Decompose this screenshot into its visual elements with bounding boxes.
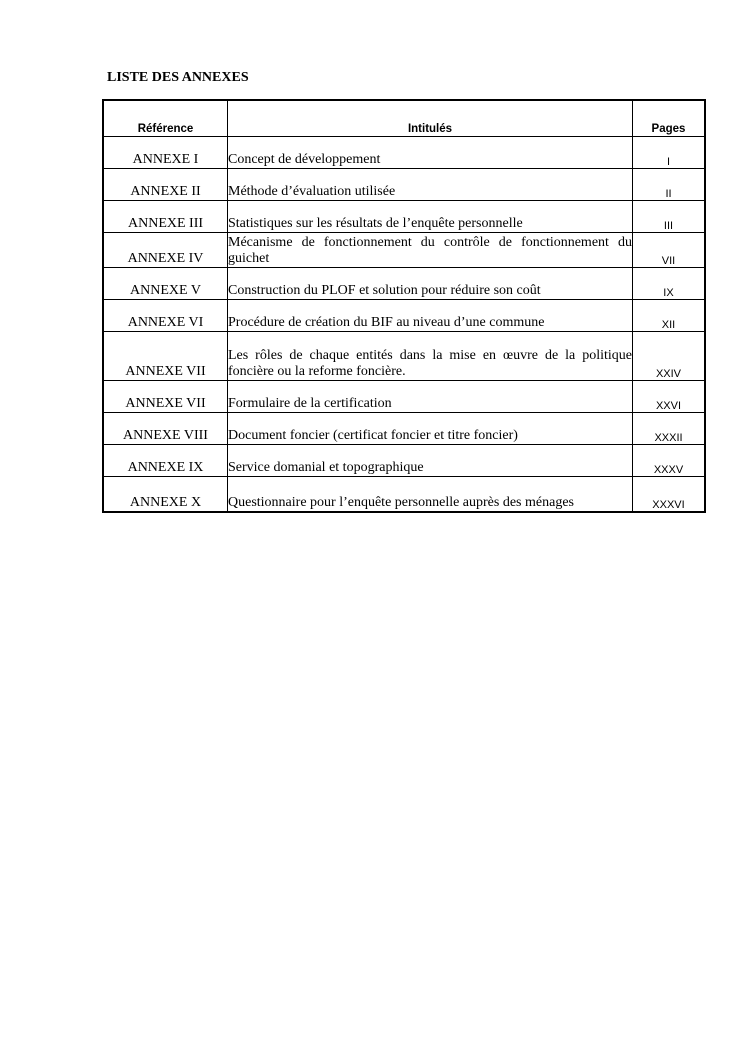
table-row xyxy=(103,201,705,233)
row-page: XII xyxy=(633,300,706,332)
row-reference: ANNEXE VII xyxy=(103,381,228,413)
table-row xyxy=(103,233,705,268)
table-header-row xyxy=(103,100,705,137)
row-title: Construction du PLOF et solution pour réduire son coût xyxy=(228,268,633,300)
row-page: XXXII xyxy=(633,413,706,445)
row-reference: ANNEXE III xyxy=(103,201,228,233)
row-title: Mécanisme de fonctionnement du contrôle de fonctionnement du guichet xyxy=(228,233,633,268)
header-intitules: Intitulés xyxy=(228,100,633,137)
table-row xyxy=(103,169,705,201)
table-row xyxy=(103,268,705,300)
row-page: VII xyxy=(633,233,706,268)
row-title: Formulaire de la certification xyxy=(228,381,633,413)
row-title: Document foncier (certificat foncier et titre foncier) xyxy=(228,413,633,445)
row-title: Service domanial et topographique xyxy=(228,445,633,477)
row-reference: ANNEXE I xyxy=(103,137,228,169)
row-page: XXVI xyxy=(633,381,706,413)
table-row xyxy=(103,137,705,169)
table-row xyxy=(103,300,705,332)
row-title: Questionnaire pour l’enquête personnelle auprès des ménages xyxy=(228,477,633,513)
header-reference: Référence xyxy=(103,100,228,137)
row-page: XXXVI xyxy=(633,477,706,513)
row-page: XXXV xyxy=(633,445,706,477)
row-title: Statistiques sur les résultats de l’enquête personnelle xyxy=(228,201,633,233)
row-page: III xyxy=(633,201,706,233)
row-reference: ANNEXE VII xyxy=(103,332,228,381)
annex-table xyxy=(102,99,706,513)
row-reference: ANNEXE V xyxy=(103,268,228,300)
table-row xyxy=(103,413,705,445)
row-reference: ANNEXE II xyxy=(103,169,228,201)
table-row xyxy=(103,477,705,513)
row-page: XXIV xyxy=(633,332,706,381)
table-row xyxy=(103,445,705,477)
header-pages: Pages xyxy=(633,100,706,137)
row-reference: ANNEXE IX xyxy=(103,445,228,477)
row-page: II xyxy=(633,169,706,201)
row-page: IX xyxy=(633,268,706,300)
row-reference: ANNEXE X xyxy=(103,477,228,513)
row-title: Procédure de création du BIF au niveau d’une commune xyxy=(228,300,633,332)
table-row xyxy=(103,381,705,413)
table-row xyxy=(103,332,705,381)
row-reference: ANNEXE VIII xyxy=(103,413,228,445)
row-reference: ANNEXE VI xyxy=(103,300,228,332)
row-page: I xyxy=(633,137,706,169)
row-title: Concept de développement xyxy=(228,137,633,169)
row-title: Les rôles de chaque entités dans la mise en œuvre de la politique foncière ou la reforme foncière. xyxy=(228,332,633,381)
page-title: LISTE DES ANNEXES xyxy=(107,70,249,85)
row-title: Méthode d’évaluation utilisée xyxy=(228,169,633,201)
row-reference: ANNEXE IV xyxy=(103,233,228,268)
